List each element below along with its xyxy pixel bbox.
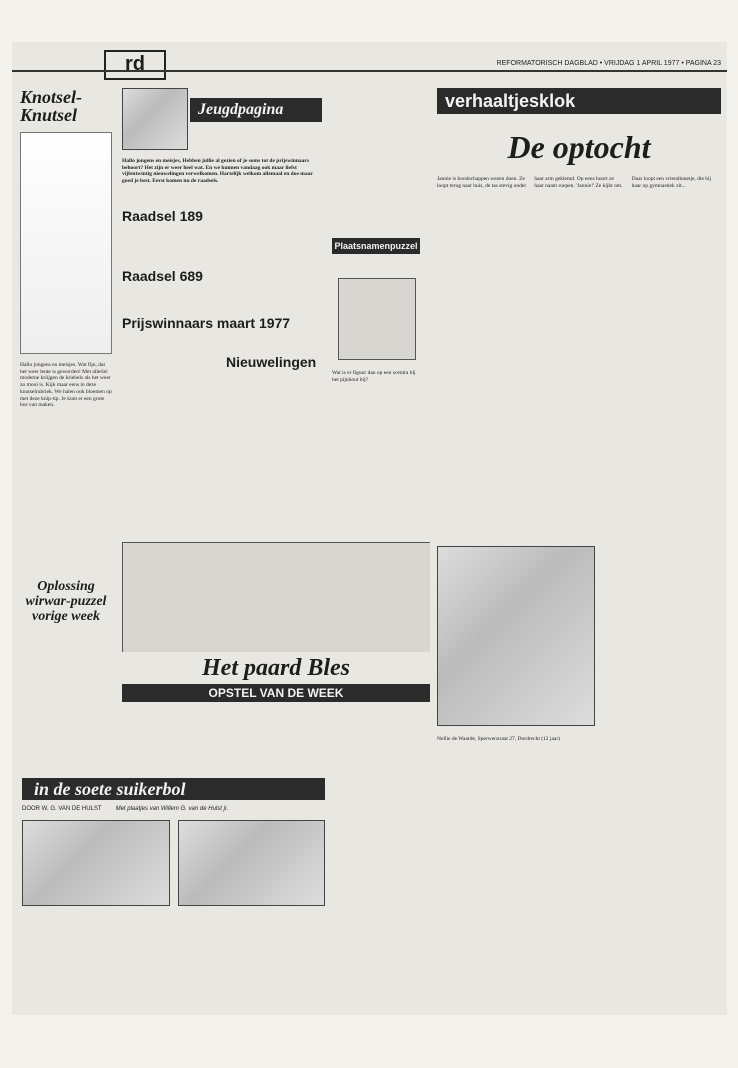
map-image <box>338 278 416 360</box>
jeugdpagina-banner <box>190 98 322 122</box>
raadsel189: Raadsel 189 <box>122 208 203 224</box>
map-caption: Wat is er figuur dan op een scentra bij het pijnhout bij? <box>332 370 416 383</box>
verhaaltjesklok-banner: verhaaltjesklok <box>437 88 721 114</box>
knutsel-title: Knotsel-Knutsel <box>20 88 83 125</box>
child-cart-photo <box>122 542 430 652</box>
rd-logo: rd <box>104 50 166 80</box>
illustration-816 <box>178 820 326 906</box>
knutsel-diagrams <box>20 132 112 354</box>
photo-block <box>122 542 430 652</box>
newspaper-page <box>12 42 727 1015</box>
soete-section <box>22 778 325 988</box>
illustration-815 <box>22 820 170 906</box>
header-meta: REFORMATORISCH DAGBLAD • VRIJDAG 1 APRIL 1977 • PAGINA 23 <box>496 60 721 67</box>
raadsel689: Raadsel 689 <box>122 268 203 284</box>
jeugdpagina-title: Jeugdpagina <box>198 101 284 118</box>
knutsel-intro: Hallo jongens en meisjes. Wat fijn, dat het weer lente is geworden! Met allerlei moderne kriijgen de kriebels als het weer zo mooi is. Kijk maar eens in deze knutselrubriek. We halen ook bloemen op met deze knip-tip. Je kunt er een grote bos van maken. <box>20 362 112 409</box>
left-column <box>20 88 112 668</box>
plaatsnamen-title: Plaatsnamenpuzzel <box>334 241 418 251</box>
masthead-rule <box>12 70 727 72</box>
jeugd-area <box>122 88 430 588</box>
opstel-banner: OPSTEL VAN DE WEEK <box>122 684 430 702</box>
signoff: Nellie de Waarde, Sperwerstraat 27, Dordrecht (12 jaar) <box>437 736 560 742</box>
plaatsnamen-banner <box>332 238 420 254</box>
masthead <box>12 42 727 82</box>
horse-title: Het paard Bles <box>202 656 350 681</box>
puzzle-heading: Oplossing wirwar-puzzel vorige week <box>25 578 107 624</box>
story-text: Jannie is boodschappen wezen doen. Ze loopt terug naar huis, de tas stevig onder haar arm geklemd. Op eens hoort ze haar naam roepen. 'Jannie!' Ze kijkt om. Daar loopt een vriendinnetje, die bij haar op gymnastiek zit... <box>437 176 712 189</box>
right-column <box>437 88 721 988</box>
story-illustration <box>437 546 595 726</box>
nieuwelingen-title: Nieuwelingen <box>226 354 317 370</box>
jeugd-greeting: Hallo jongens en meisjes, Hebben jullie al gezien of je soms tot de prijswinnaars behoort? Het zijn er weer heel wat. En we kunnen vandaag ook maar liefst vijfentwintig nieuwelingen verwelkomen. Hartelijk welkom allemaal en doe maar goed je best. Eerst komen nu de raadsels. <box>122 158 313 185</box>
illustrator-line: Met plaatjes van Willem G. van de Hulst jr. <box>115 806 229 812</box>
horse-story-header <box>122 656 430 708</box>
boy-illustration <box>122 88 188 150</box>
author-line: DOOR W. G. VAN DE HULST <box>22 806 102 812</box>
story-title: De optocht <box>507 129 651 165</box>
prijswinnaars-title: Prijswinnaars maart 1977 <box>122 315 291 331</box>
soete-banner: in de soete suikerbol <box>22 778 325 800</box>
